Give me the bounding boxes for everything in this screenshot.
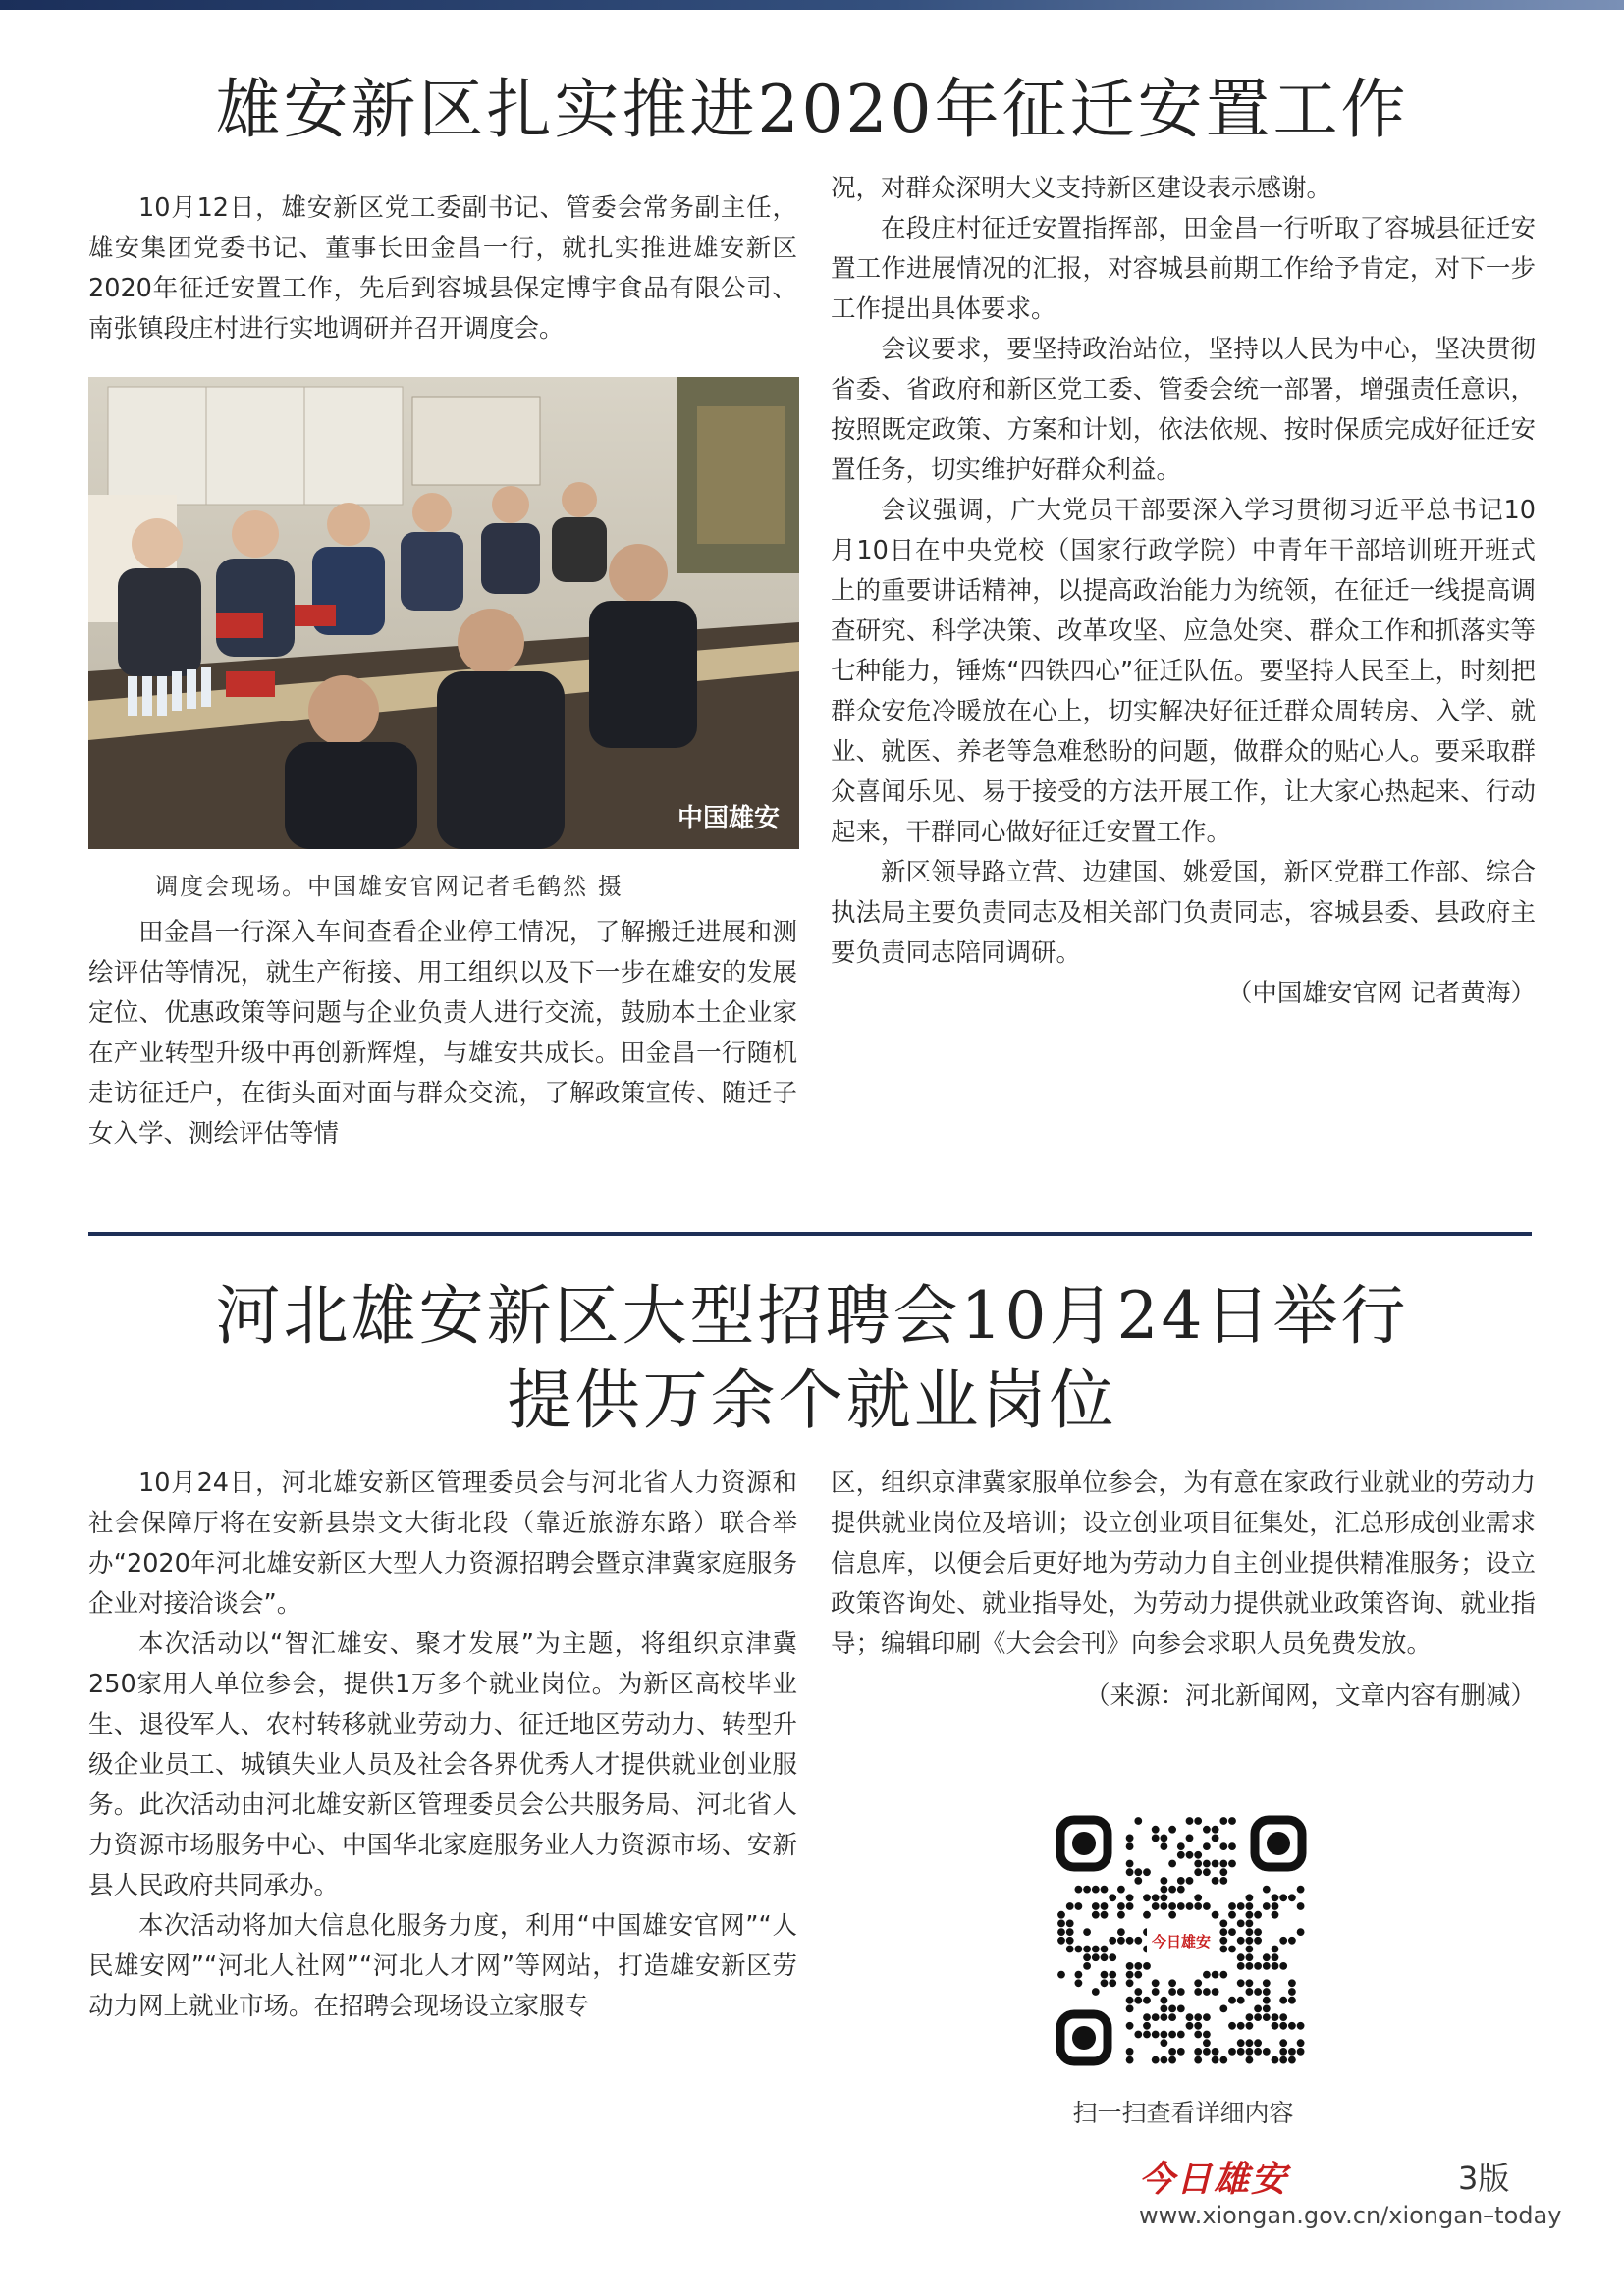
qr-module: [1152, 1826, 1160, 1834]
page-number: 3版: [1458, 2160, 1510, 2197]
qr-module: [1203, 1826, 1211, 1834]
qr-module: [1134, 2031, 1142, 2039]
article1-paragraph: 田金昌一行深入车间查看企业停工情况，了解搬迁进展和测绘评估等情况，就生产衔接、用工组织以及下一步在雄安的发展定位、优惠政策等问题与企业负责人进行交流，鼓励本土企业家在产业转型升级中再创新辉煌，与雄安共成长。田金昌一行随机走访征迁户，在街头面对面与群众交流，了解政策宣传、随迁子女入学、测绘评估等情: [88, 918, 797, 1148]
qr-module: [1272, 1911, 1279, 1919]
qr-module: [1194, 1860, 1202, 1868]
qr-module: [1212, 1826, 1219, 1834]
qr-module: [1168, 1988, 1176, 1996]
qr-module: [1228, 2022, 1236, 2030]
qr-caption: 扫一扫查看详细内容: [1072, 2099, 1294, 2127]
qr-module: [1168, 2056, 1176, 2064]
qr-module: [1186, 1877, 1194, 1885]
qr-module: [1101, 1902, 1109, 1910]
qr-module: [1263, 1997, 1271, 2004]
qr-module: [1186, 1902, 1194, 1910]
qr-module: [1246, 2039, 1254, 2047]
qr-module: [1279, 2022, 1287, 2030]
qr-module: [1228, 1911, 1236, 1919]
qr-module: [1194, 2022, 1202, 2030]
qr-module: [1246, 1946, 1254, 1953]
article2-paragraph: 10月24日，河北雄安新区管理委员会与河北省人力资源和社会保障厅将在安新县崇文大街北段（靠近旅游东路）联合举办“2020年河北雄安新区大型人力资源招聘会暨京津冀家庭服务企业对接洽谈会”。: [88, 1468, 797, 1619]
qr-module: [1134, 1937, 1142, 1945]
qr-module: [1272, 1946, 1279, 1953]
qr-module: [1177, 1842, 1185, 1850]
qr-module: [1263, 1953, 1271, 1961]
qr-module: [1219, 1817, 1227, 1825]
qr-module: [1263, 2048, 1271, 2056]
qr-module: [1126, 1902, 1134, 1910]
qr-module: [1203, 2039, 1211, 2047]
qr-module: [1279, 1962, 1287, 1970]
qr-module: [1143, 1868, 1151, 1876]
qr-module: [1228, 1842, 1236, 1850]
qr-module: [1134, 1817, 1142, 1825]
qr-module: [1237, 1979, 1245, 1987]
article2-title: [0, 1274, 1624, 1443]
qr-module: [1126, 2048, 1134, 2056]
qr-module: [1254, 2048, 1262, 2056]
qr-module: [1177, 2005, 1185, 2013]
qr-module: [1297, 1886, 1305, 1894]
qr-module: [1288, 2022, 1296, 2030]
qr-module: [1246, 2048, 1254, 2056]
qr-module: [1246, 1937, 1254, 1945]
qr-module: [1143, 1894, 1151, 1901]
qr-module: [1254, 1928, 1262, 1936]
qr-module: [1161, 1886, 1168, 1894]
qr-module: [1263, 1979, 1271, 1987]
qr-module: [1194, 2048, 1202, 2056]
qr-module: [1152, 1902, 1160, 1910]
qr-module: [1297, 1928, 1305, 1936]
qr-module: [1177, 2031, 1185, 2039]
qr-module: [1168, 2005, 1176, 2013]
qr-module: [1237, 2048, 1245, 2056]
qr-module: [1066, 1902, 1074, 1910]
qr-module: [1057, 1971, 1065, 1979]
qr-module: [1288, 1979, 1296, 1987]
photo-caption: 调度会现场。中国雄安官网记者毛鹤然 摄: [154, 873, 623, 900]
article1-left-column: [88, 188, 797, 349]
qr-module: [1219, 1937, 1227, 1945]
qr-module: [1194, 2056, 1202, 2064]
qr-module: [1212, 1911, 1219, 1919]
qr-module: [1212, 2048, 1219, 2056]
section-divider: [88, 1232, 1532, 1236]
qr-module: [1254, 2005, 1262, 2013]
qr-module: [1263, 1962, 1271, 1970]
qr-module: [1263, 2013, 1271, 2021]
qr-module: [1161, 1997, 1168, 2004]
qr-module: [1288, 1937, 1296, 1945]
qr-module: [1288, 1997, 1296, 2004]
qr-module: [1246, 1979, 1254, 1987]
top-banner-bar: [0, 0, 1624, 10]
qr-module: [1152, 1894, 1160, 1901]
qr-module: [1109, 1953, 1116, 1961]
qr-module: [1152, 2056, 1160, 2064]
qr-module: [1186, 1817, 1194, 1825]
article2-paragraph: 本次活动以“智汇雄安、聚才发展”为主题，将组织京津冀250家用人单位参会，提供1万多个就业岗位。为新区高校毕业生、退役军人、农村转移就业劳动力、征迁地区劳动力、转型升级企业员工、城镇失业人员及社会各界优秀人才提供就业创业服务。此次活动由河北雄安新区管理委员会公共服务局、河北省人力资源市场服务中心、中国华北家庭服务业人力资源市场、安新县人民政府共同承办。: [88, 1629, 797, 1900]
qr-module: [1272, 1894, 1279, 1901]
qr-module: [1272, 1902, 1279, 1910]
qr-module: [1203, 2031, 1211, 2039]
qr-module: [1228, 1928, 1236, 1936]
qr-module: [1152, 1988, 1160, 1996]
qr-module: [1246, 1902, 1254, 1910]
qr-module: [1168, 2031, 1176, 2039]
qr-module: [1101, 1979, 1109, 1987]
qr-module: [1109, 1971, 1116, 1979]
qr-module: [1075, 1902, 1083, 1910]
qr-module: [1212, 2056, 1219, 2064]
qr-module: [1228, 1902, 1236, 1910]
qr-module: [1186, 2013, 1194, 2021]
qr-module: [1272, 1953, 1279, 1961]
qr-module: [1194, 1902, 1202, 1910]
qr-module: [1246, 1988, 1254, 1996]
qr-module: [1237, 1962, 1245, 1970]
article2-paragraph: 本次活动将加大信息化服务力度，利用“中国雄安官网”“人民雄安网”“河北人社网”“河北人才网”等网站，打造雄安新区劳动力网上就业市场。在招聘会现场设立家服专: [88, 1911, 797, 2021]
qr-module: [1228, 1860, 1236, 1868]
article1-paragraph: 新区领导路立营、边建国、姚爱国，新区党群工作部、综合执法局主要负责同志及相关部门负责同志，容城县委、县政府主要负责同志陪同调研。: [831, 858, 1536, 968]
qr-module: [1109, 1894, 1116, 1901]
qr-module: [1288, 2048, 1296, 2056]
qr-module: [1161, 2031, 1168, 2039]
qr-module: [1143, 2013, 1151, 2021]
qr-module: [1219, 2005, 1227, 2013]
article1-paragraph: 会议强调，广大党员干部要深入学习贯彻习近平总书记10月10日在中央党校（国家行政学院）中青年干部培训班开班式上的重要讲话精神，以提高政治能力为统领，在征迁一线提高调查研究、科学决策、改革攻坚、应急处突、群众工作和抓落实等七种能力，锤炼“四铁四心”征迁队伍。要坚持人民至上，时刻把群众安危冷暖放在心上，切实解决好征迁群众周转房、入学、就业、就医、养老等急难愁盼的问题，做群众的贴心人。要采取群众喜闻乐见、易于接受的方法开展工作，让大家心热起来、行动起来，干群同心做好征迁安置工作。: [831, 496, 1536, 847]
qr-module: [1203, 1842, 1211, 1850]
qr-module: [1066, 1920, 1074, 1928]
qr-module: [1237, 1997, 1245, 2004]
qr-module: [1246, 2013, 1254, 2021]
qr-module: [1066, 1937, 1074, 1945]
article1-source: （中国雄安官网 记者黄海）: [1226, 979, 1536, 1008]
qr-module: [1092, 1911, 1100, 1919]
qr-module: [1092, 1988, 1100, 1996]
qr-module: [1246, 1920, 1254, 1928]
qr-module: [1194, 1851, 1202, 1859]
qr-module: [1237, 1920, 1245, 1928]
qr-module: [1134, 1868, 1142, 1876]
qr-module: [1186, 1851, 1194, 1859]
qr-module: [1272, 2022, 1279, 2030]
qr-module: [1254, 2039, 1262, 2047]
qr-module: [1297, 2039, 1305, 2047]
qr-module: [1168, 1860, 1176, 1868]
qr-module: [1152, 1979, 1160, 1987]
qr-module: [1279, 1894, 1287, 1901]
qr-module: [1126, 1894, 1134, 1901]
qr-module: [1101, 1911, 1109, 1919]
qr-module: [1083, 1953, 1091, 1961]
qr-module: [1168, 1826, 1176, 1834]
qr-module: [1279, 2056, 1287, 2064]
qr-module: [1203, 2013, 1211, 2021]
qr-module: [1212, 1860, 1219, 1868]
qr-module: [1126, 2056, 1134, 2064]
qr-module: [1083, 1886, 1091, 1894]
qr-module: [1219, 1860, 1227, 1868]
footer-logo: 今日雄安: [1139, 2159, 1289, 2200]
qr-module: [1237, 1902, 1245, 1910]
qr-module: [1177, 2048, 1185, 2056]
qr-module: [1083, 1928, 1091, 1936]
qr-module: [1168, 1911, 1176, 1919]
qr-module: [1109, 1979, 1116, 1987]
article1-paragraph: 10月12日，雄安新区党工委副书记、管委会常务副主任，雄安集团党委书记、董事长田金昌一行，就扎实推进雄安新区2020年征迁安置工作，先后到容城县保定博宇食品有限公司、南张镇段庄村进行实地调研并召开调度会。: [88, 193, 797, 344]
qr-module: [1143, 2031, 1151, 2039]
qr-module: [1194, 1894, 1202, 1901]
qr-module: [1194, 1817, 1202, 1825]
qr-module: [1126, 1868, 1134, 1876]
qr-module: [1212, 1971, 1219, 1979]
qr-module: [1161, 2039, 1168, 2047]
qr-module: [1161, 2013, 1168, 2021]
qr-module: [1272, 2056, 1279, 2064]
qr-module: [1161, 1842, 1168, 1850]
qr-module: [1126, 1835, 1134, 1842]
qr-module: [1143, 1911, 1151, 1919]
article2-left-column: [88, 1464, 797, 2027]
qr-module: [1203, 1988, 1211, 1996]
qr-module: [1117, 1937, 1125, 1945]
qr-module: [1194, 1868, 1202, 1876]
qr-module: [1161, 2005, 1168, 2013]
article1-title: 雄安新区扎实推进2020年征迁安置工作: [215, 72, 1409, 147]
qr-module: [1272, 1962, 1279, 1970]
qr-module: [1126, 2005, 1134, 2013]
qr-module: [1143, 1962, 1151, 1970]
qr-module: [1126, 1962, 1134, 1970]
qr-module: [1161, 1877, 1168, 1885]
qr-module: [1279, 2039, 1287, 2047]
qr-module: [1134, 1962, 1142, 1970]
qr-module: [1168, 1902, 1176, 1910]
qr-module: [1246, 2056, 1254, 2064]
qr-module: [1254, 1911, 1262, 1919]
qr-module: [1161, 1894, 1168, 1901]
qr-module: [1101, 1946, 1109, 1953]
qr-module: [1057, 1920, 1065, 1928]
qr-module: [1203, 1860, 1211, 1868]
qr-module: [1168, 2013, 1176, 2021]
qr-module: [1279, 2048, 1287, 2056]
qr-module: [1297, 2022, 1305, 2030]
qr-module: [1152, 2031, 1160, 2039]
qr-module: [1194, 2013, 1202, 2021]
qr-module: [1263, 1902, 1271, 1910]
qr-module: [1297, 1902, 1305, 1910]
qr-module: [1177, 1851, 1185, 1859]
qr-module: [1134, 1988, 1142, 1996]
qr-module: [1254, 2013, 1262, 2021]
qr-code[interactable]: [1053, 1812, 1310, 2069]
qr-module: [1246, 1911, 1254, 1919]
qr-module: [1161, 1835, 1168, 1842]
qr-module: [1143, 2022, 1151, 2030]
qr-module: [1272, 2013, 1279, 2021]
qr-module: [1228, 2048, 1236, 2056]
qr-module: [1228, 1997, 1236, 2004]
qr-module: [1237, 2022, 1245, 2030]
qr-module: [1092, 1902, 1100, 1910]
qr-module: [1075, 1886, 1083, 1894]
qr-module: [1212, 1988, 1219, 1996]
qr-module: [1246, 1928, 1254, 1936]
qr-module: [1152, 1835, 1160, 1842]
qr-module: [1109, 1937, 1116, 1945]
article1-paragraph: 会议要求，要坚持政治站位，坚持以人民为中心，坚决贯彻省委、省政府和新区党工委、管委会统一部署，增强责任意识，按照既定政策、方案和计划，依法依规、按时保质完成好征迁安置任务，切实维护好群众利益。: [831, 335, 1536, 485]
qr-module: [1212, 1877, 1219, 1885]
qr-module: [1126, 1842, 1134, 1850]
qr-module: [1228, 1946, 1236, 1953]
qr-module: [1186, 2022, 1194, 2030]
meeting-photo: [88, 377, 799, 849]
qr-module: [1228, 1817, 1236, 1825]
qr-module: [1219, 1971, 1227, 1979]
qr-module: [1143, 1997, 1151, 2004]
qr-module: [1219, 1877, 1227, 1885]
qr-module: [1126, 1997, 1134, 2004]
qr-module: [1057, 1937, 1065, 1945]
qr-module: [1263, 1886, 1271, 1894]
qr-module: [1092, 1946, 1100, 1953]
article2-title-line1: 河北雄安新区大型招聘会10月24日举行: [215, 1278, 1409, 1354]
qr-module: [1254, 1962, 1262, 1970]
qr-module: [1219, 1946, 1227, 1953]
footer-url[interactable]: www.xiongan.gov.cn/xiongan–today: [1139, 2202, 1562, 2229]
qr-module: [1101, 1886, 1109, 1894]
qr-module: [1246, 1894, 1254, 1901]
article1-paragraph: 在段庄村征迁安置指挥部，田金昌一行听取了容城县征迁安置工作进展情况的汇报，对容城县前期工作给予肯定，对下一步工作提出具体要求。: [831, 214, 1536, 324]
qr-module: [1134, 1997, 1142, 2004]
qr-module: [1237, 1937, 1245, 1945]
qr-module: [1219, 1920, 1227, 1928]
qr-module: [1254, 1937, 1262, 1945]
article2-right-column: [831, 1464, 1536, 1717]
qr-module: [1203, 1902, 1211, 1910]
qr-module: [1177, 1877, 1185, 1885]
article2-source: （来源：河北新闻网，文章内容有删减）: [1084, 1682, 1536, 1711]
qr-module: [1152, 2013, 1160, 2021]
qr-module: [1194, 1988, 1202, 1996]
article2-continuation: 区，组织京津冀家服单位参会，为有意在家政行业就业的劳动力提供就业岗位及培训；设立创业项目征集处，汇总形成创业需求信息库，以便会后更好地为劳动力自主创业提供精准服务；设立政策咨询处、就业指导处，为劳动力提供就业政策咨询、就业指导；编辑印刷《大会会刊》向参会求职人员免费发放。: [831, 1468, 1536, 1659]
qr-module: [1288, 1894, 1296, 1901]
qr-module: [1194, 2031, 1202, 2039]
qr-module: [1177, 1902, 1185, 1910]
qr-module: [1126, 1971, 1134, 1979]
qr-module: [1288, 2056, 1296, 2064]
qr-module: [1161, 1902, 1168, 1910]
qr-module: [1168, 1886, 1176, 1894]
qr-module: [1066, 1928, 1074, 1936]
article1-continuation: 况，对群众深明大义支持新区建设表示感谢。: [831, 174, 1332, 203]
qr-module: [1134, 1877, 1142, 1885]
qr-module: [1219, 1868, 1227, 1876]
qr-module: [1279, 2013, 1287, 2021]
qr-module: [1219, 1928, 1227, 1936]
qr-module: [1117, 1928, 1125, 1936]
qr-module: [1279, 1937, 1287, 1945]
article1-right-column: [831, 169, 1536, 1014]
qr-module: [1168, 2048, 1176, 2056]
qr-module: [1246, 2022, 1254, 2030]
qr-module: [1092, 1886, 1100, 1894]
qr-module: [1057, 1928, 1065, 1936]
qr-module: [1117, 1902, 1125, 1910]
qr-module: [1177, 1886, 1185, 1894]
article2-title-line2: 提供万余个就业岗位: [507, 1362, 1117, 1438]
qr-module: [1126, 2022, 1134, 2030]
qr-module: [1092, 1953, 1100, 1961]
qr-module: [1219, 1842, 1227, 1850]
qr-module: [1194, 1979, 1202, 1987]
qr-module: [1219, 2056, 1227, 2064]
qr-module: [1134, 1971, 1142, 1979]
qr-module: [1075, 1979, 1083, 1987]
qr-module: [1177, 1988, 1185, 1996]
qr-module: [1117, 1911, 1125, 1919]
article1-left-column-2: [88, 913, 797, 1154]
qr-module: [1254, 1988, 1262, 1996]
qr-module: [1288, 1988, 1296, 1996]
qr-center-label: 今日雄安: [1151, 1933, 1212, 1950]
qr-module: [1203, 2048, 1211, 2056]
photo-watermark: 中国雄安: [677, 804, 781, 833]
qr-module: [1246, 1962, 1254, 1970]
qr-module: [1117, 1886, 1125, 1894]
qr-module: [1279, 1997, 1287, 2004]
qr-module: [1237, 2039, 1245, 2047]
qr-module: [1083, 1962, 1091, 1970]
qr-module: [1263, 2005, 1271, 2013]
qr-module: [1203, 1868, 1211, 1876]
qr-module: [1083, 1946, 1091, 1953]
qr-module: [1126, 1860, 1134, 1868]
qr-module: [1101, 1953, 1109, 1961]
qr-module: [1168, 1979, 1176, 1987]
qr-module: [1075, 1946, 1083, 1953]
qr-module: [1075, 1971, 1083, 1979]
qr-module: [1101, 1971, 1109, 1979]
qr-module: [1237, 1953, 1245, 1961]
qr-module: [1212, 1835, 1219, 1842]
qr-module: [1297, 2048, 1305, 2056]
qr-module: [1066, 1946, 1074, 1953]
qr-module: [1126, 1979, 1134, 1987]
qr-module: [1246, 1953, 1254, 1961]
qr-module: [1057, 1911, 1065, 1919]
qr-module: [1161, 2056, 1168, 2064]
qr-module: [1263, 1988, 1271, 1996]
qr-module: [1203, 1971, 1211, 1979]
qr-module: [1126, 1937, 1134, 1945]
qr-module: [1186, 1835, 1194, 1842]
